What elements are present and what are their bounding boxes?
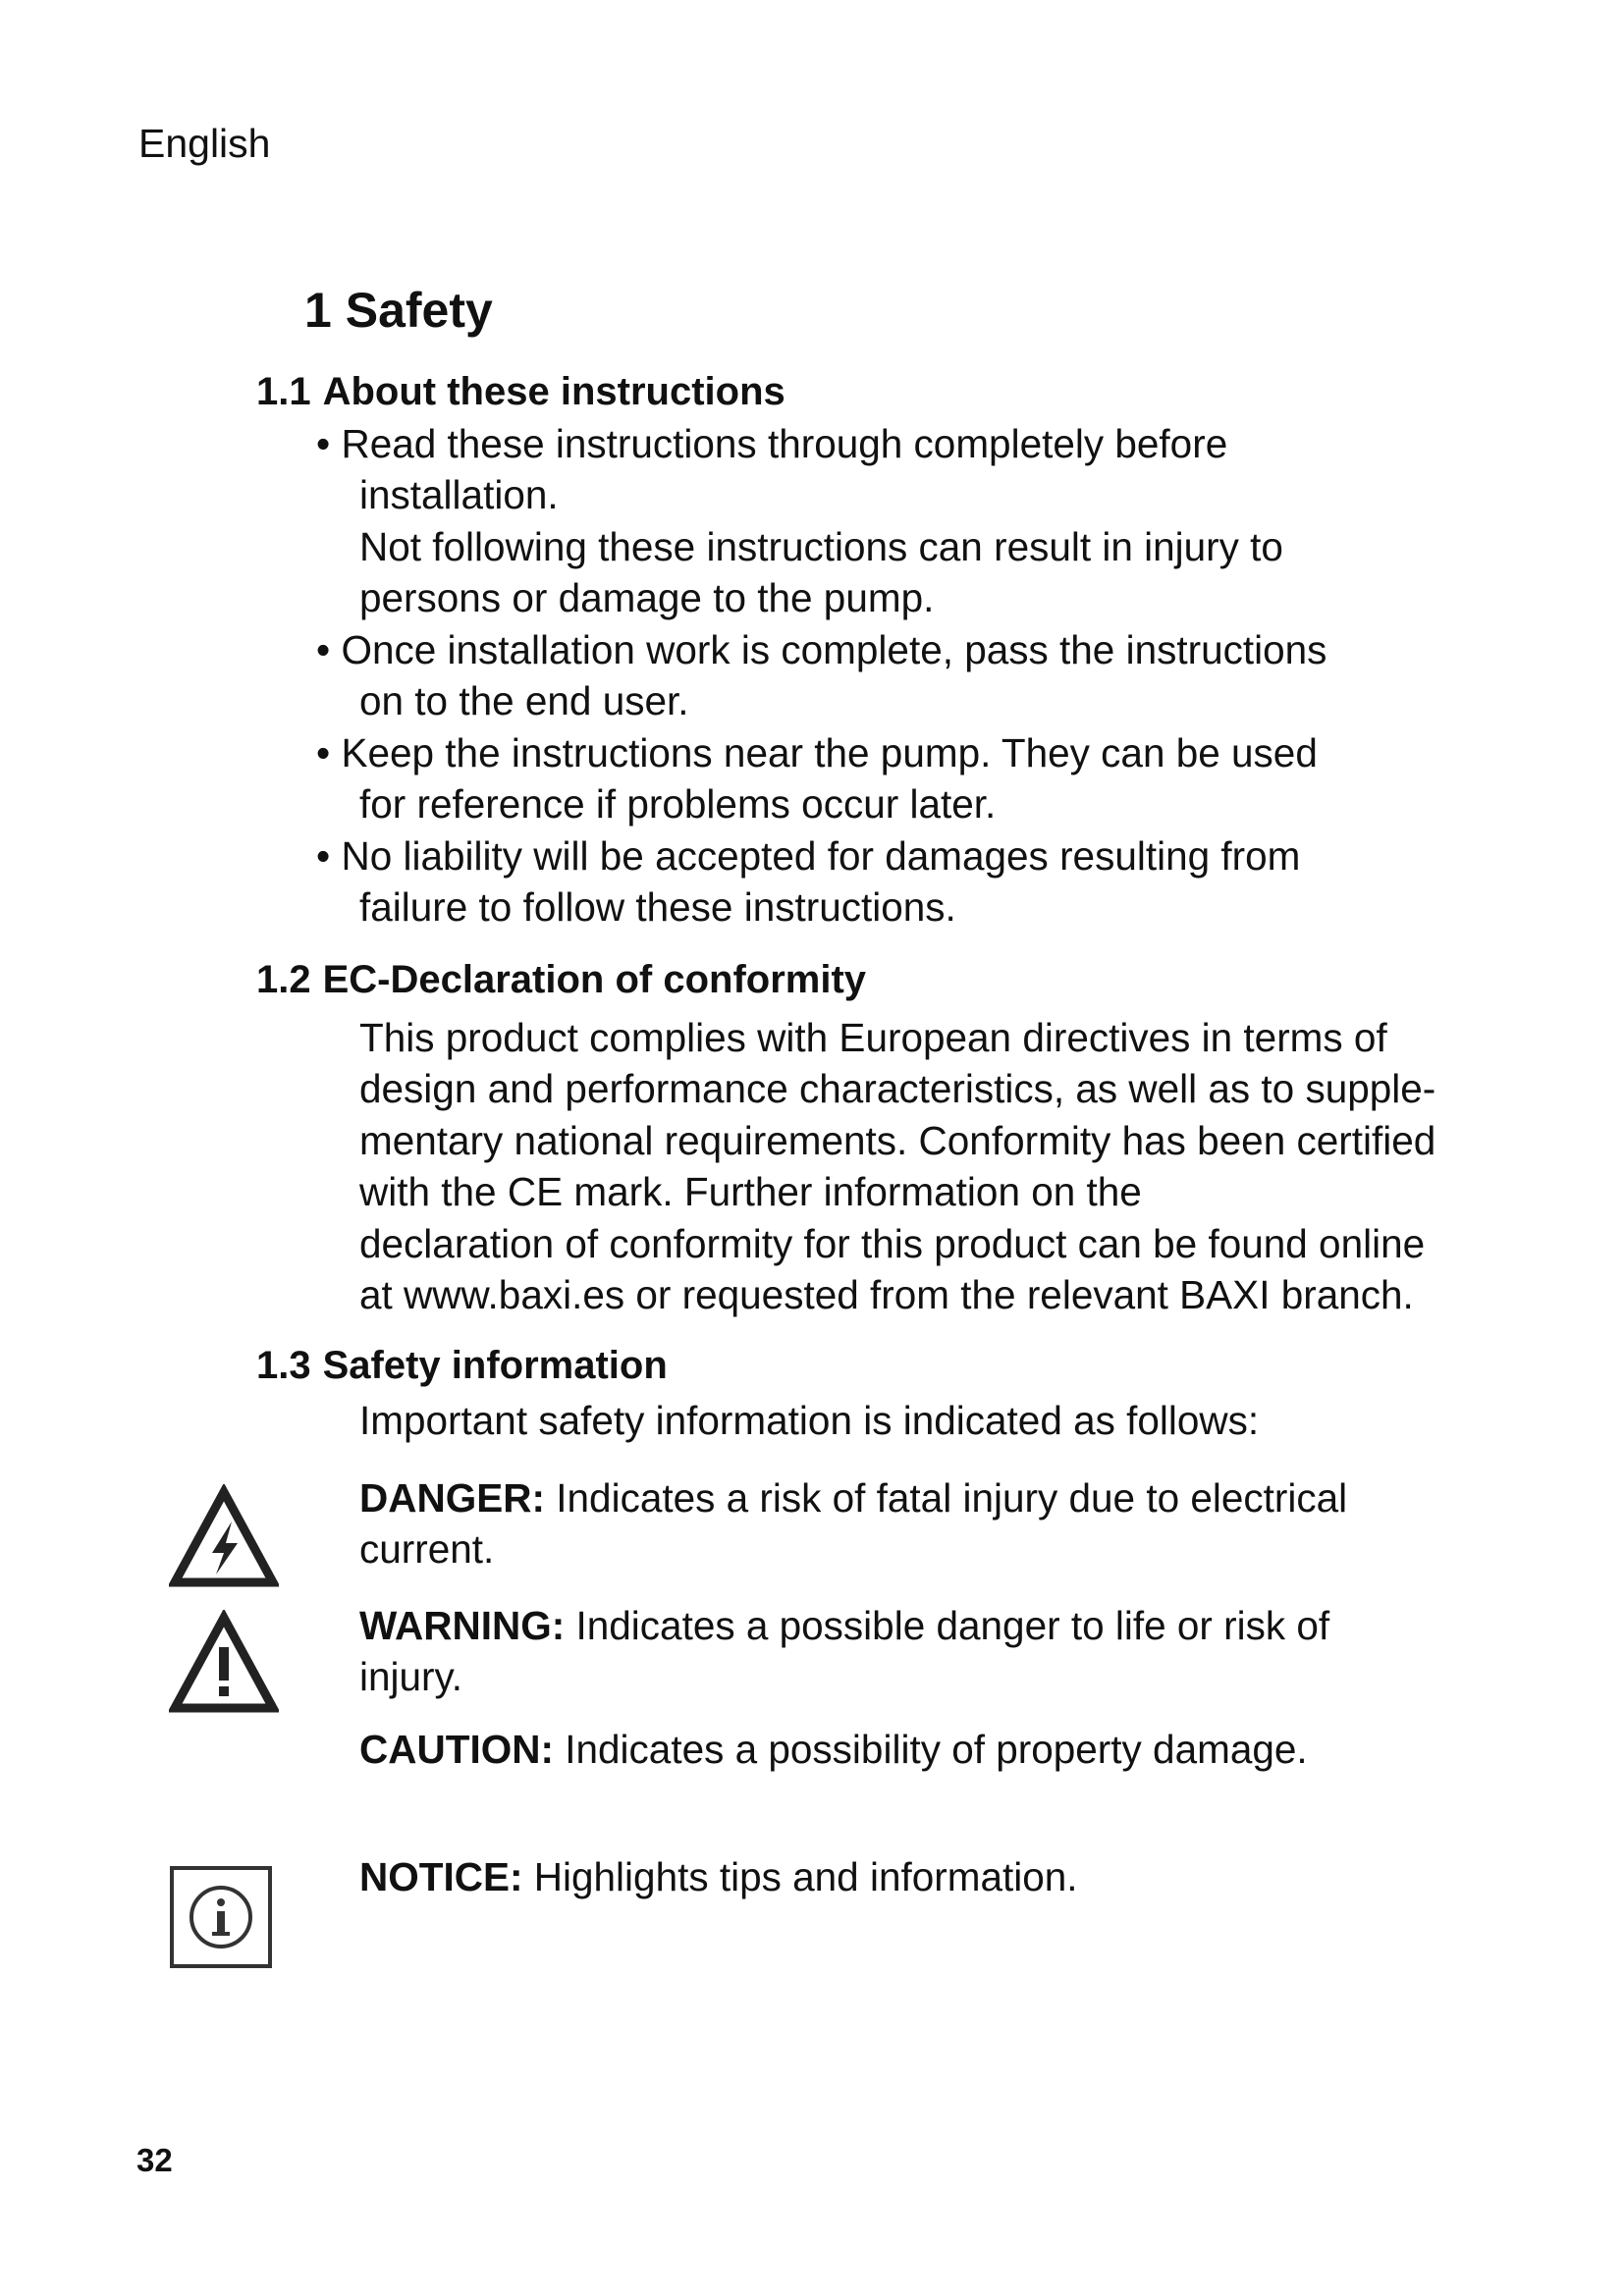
chapter-number: 1 [304,283,332,338]
section-number: 1.3 [256,1344,311,1387]
warning-icon [169,1610,279,1716]
language-label: English [138,121,271,166]
warning-label: WARNING: [359,1603,566,1648]
bullet-marker: • [316,730,331,775]
list-item-text: on to the end user. [359,678,689,723]
section-heading-about-instructions [256,368,785,415]
caution-note [359,1724,1308,1776]
caution-text: Indicates a possibility of property damage. [565,1727,1308,1772]
safety-intro: Important safety information is indicated as follows: [359,1398,1260,1443]
list-item-text: No liability will be accepted for damages resulting from [341,833,1301,879]
info-icon [169,1865,273,1969]
list-item-text: Once installation work is complete, pass the instructions [341,627,1327,672]
section-number: 1.2 [256,958,311,1001]
notice-note [359,1851,1078,1903]
section-heading-ec-declaration [256,956,866,1003]
bullet-marker: • [316,833,331,879]
section-heading-safety-information [256,1342,668,1389]
chapter-title [304,281,493,340]
paragraph-line: declaration of conformity for this product can be found online [359,1221,1426,1266]
paragraph-line: at www.baxi.es or requested from the relevant BAXI branch. [359,1272,1414,1317]
danger-text-cont: current. [359,1526,495,1572]
list-item [316,830,1300,882]
list-item-text: Keep the instructions near the pump. They can be used [341,730,1318,775]
list-item-text: Read these instructions through completely before [341,421,1228,466]
danger-label: DANGER: [359,1475,545,1521]
paragraph-line: with the CE mark. Further information on the [359,1169,1142,1214]
notice-label: NOTICE: [359,1854,523,1899]
list-item-text: for reference if problems occur later. [359,781,997,827]
paragraph-line: mentary national requirements. Conformity has been certified [359,1118,1436,1163]
page-number: 32 [136,2142,173,2178]
danger-note [359,1472,1347,1524]
warning-text-cont: injury. [359,1654,463,1699]
bullet-marker: • [316,627,331,672]
list-item [316,418,1227,470]
list-item-note: persons or damage to the pump. [359,575,935,620]
bullet-marker: • [316,421,331,466]
paragraph-line: This product complies with European directives in terms of [359,1015,1387,1060]
section-number: 1.1 [256,370,311,413]
section-title: Safety information [322,1344,668,1387]
section-title: EC-Declaration of conformity [322,958,867,1001]
chapter-title-text: Safety [345,283,493,338]
electrical-danger-icon [169,1484,279,1590]
danger-text: Indicates a risk of fatal injury due to electrical [556,1475,1348,1521]
list-item-text: installation. [359,472,559,517]
list-item-note: Not following these instructions can result in injury to [359,524,1283,569]
paragraph-line: design and performance characteristics, as well as to supple- [359,1066,1436,1111]
warning-text: Indicates a possible danger to life or risk of [575,1603,1330,1648]
notice-text: Highlights tips and information. [533,1854,1078,1899]
warning-note [359,1600,1329,1652]
section-title: About these instructions [322,370,785,413]
list-item [316,727,1318,779]
list-item [316,624,1326,676]
caution-label: CAUTION: [359,1727,554,1772]
list-item-text: failure to follow these instructions. [359,884,956,930]
